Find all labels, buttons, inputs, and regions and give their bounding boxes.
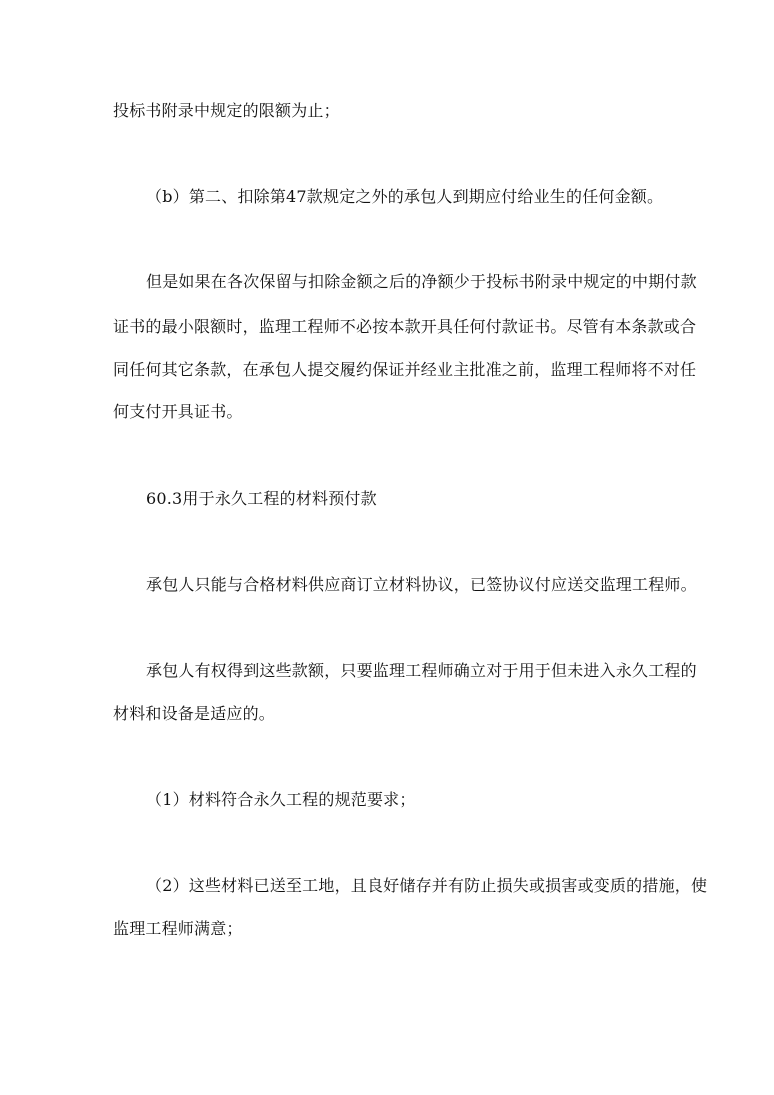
text-line-6: 何支付开具证书。: [113, 402, 243, 421]
text-line-1: 投标书附录中规定的限额为止；: [113, 101, 340, 120]
text-line-13: 监理工程师满意；: [113, 919, 243, 938]
text-line-10: 材料和设备是适应的。: [113, 704, 276, 723]
list-item-2: （2）这些材料已送至工地，且良好储存并有防止损失或损害或变质的措施，使: [146, 876, 708, 895]
text-line-8: 承包人只能与合格材料供应商订立材料协议，已签协议付应送交监理工程师。: [146, 575, 697, 594]
text-line-4: 证书的最小限额时，监理工程师不必按本款开具任何付款证书。尽管有本条款或合: [113, 317, 697, 336]
text-line-9: 承包人有权得到这些款额，只要监理工程师确立对于用于但未进入永久工程的: [146, 661, 697, 680]
text-line-3: 但是如果在各次保留与扣除金额之后的净额少于投标书附录中规定的中期付款: [146, 272, 697, 291]
text-line-2: （b）第二、扣除第47款规定之外的承包人到期应付给业生的任何金额。: [146, 187, 664, 206]
section-heading: 60.3用于永久工程的材料预付款: [146, 489, 377, 508]
list-item-1: （1）材料符合永久工程的规范要求；: [146, 790, 416, 809]
text-line-5: 同任何其它条款，在承包人提交履约保证并经业主批准之前，监理工程师将不对任: [113, 360, 697, 379]
